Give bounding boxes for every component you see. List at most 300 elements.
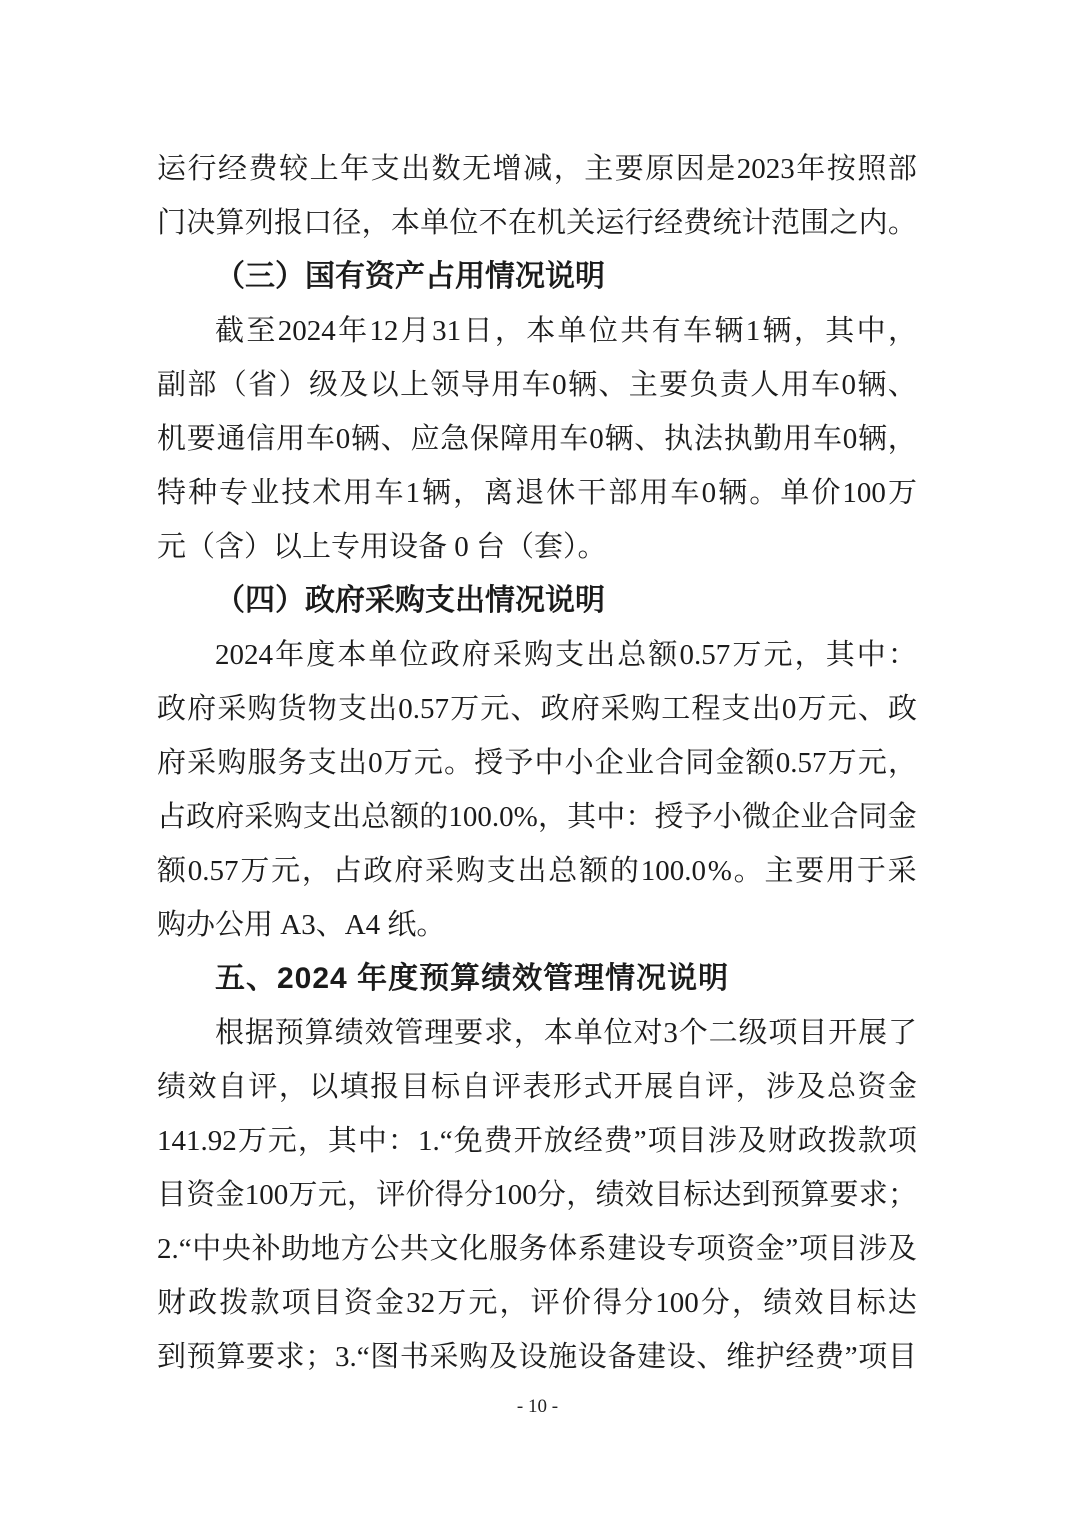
text-token: 导	[460, 369, 490, 401]
text-token: 万	[237, 1125, 267, 1157]
document-body	[157, 142, 917, 1384]
text-token: 用	[276, 423, 306, 455]
text-token: 部	[887, 153, 917, 185]
text-token: 文	[429, 1233, 459, 1265]
text-token: 负	[689, 369, 719, 401]
text-token: 目	[312, 1287, 342, 1319]
text-token: ，	[793, 315, 823, 347]
text-token: ：	[887, 639, 917, 671]
text-token: 书	[399, 1341, 429, 1373]
text-token: 要	[795, 855, 825, 887]
text-token: 设	[518, 1341, 548, 1373]
text-token: 单	[573, 1017, 603, 1049]
text-token: 护	[755, 1341, 785, 1373]
text-token: 预	[274, 1017, 304, 1049]
text-token: 及	[488, 1341, 518, 1373]
text-token: 费	[603, 1125, 633, 1157]
text-line	[157, 844, 917, 898]
text-token: 费	[483, 1125, 513, 1157]
text-token: 绩	[334, 1017, 364, 1049]
text-token: 以	[309, 1071, 339, 1103]
text-token: 中	[856, 315, 886, 347]
text-token: 0	[781, 693, 797, 725]
text-token: 本	[543, 1017, 573, 1049]
text-token: 部	[608, 477, 638, 509]
text-token: 政	[363, 855, 393, 887]
text-token: 其	[825, 639, 855, 671]
text-token: 分	[463, 1179, 493, 1211]
text-token: 经	[573, 1125, 603, 1157]
text-token: 分	[624, 1287, 654, 1319]
text-token: 上	[400, 369, 430, 401]
text-token: 府	[394, 855, 424, 887]
text-token: 资	[186, 1179, 216, 1211]
text-token: 同	[858, 801, 888, 833]
text-token: 0	[552, 369, 567, 401]
text-token: 采	[425, 855, 455, 887]
text-token: ，	[566, 1179, 596, 1211]
text-token: 达	[712, 1179, 742, 1211]
text-token: 式	[583, 1071, 613, 1103]
text-token: ”	[633, 1125, 647, 1157]
text-token: 万	[383, 747, 413, 779]
text-line: 购办公用 A3、A4 纸。	[157, 909, 446, 941]
text-token: 体	[548, 1233, 578, 1265]
text-token: ，	[732, 1287, 762, 1319]
text-token: 出	[517, 855, 547, 887]
text-token: 用	[491, 369, 521, 401]
text-token: 评	[705, 1071, 735, 1103]
text-token: 小	[564, 747, 594, 779]
text-line	[157, 196, 917, 250]
text-token: 是	[706, 153, 736, 185]
text-token: 本	[390, 207, 420, 239]
text-token: 位	[603, 1017, 633, 1049]
text-line	[157, 412, 917, 466]
text-token: 府	[157, 747, 187, 779]
text-token: 机	[537, 207, 567, 239]
text-token: 中	[192, 1233, 222, 1265]
text-token: 用	[780, 369, 810, 401]
text-token: 要	[245, 1341, 275, 1373]
text-token: 形	[552, 1071, 582, 1103]
text-token: 要	[659, 369, 689, 401]
text-token: 无	[462, 153, 492, 185]
text-token: 要	[186, 423, 216, 455]
text-line	[157, 466, 917, 520]
text-token: 车	[670, 477, 700, 509]
text-token: 级	[738, 1017, 768, 1049]
text-token: 日	[463, 315, 493, 347]
text-token: 务	[277, 747, 307, 779]
text-token: 地	[310, 1233, 340, 1265]
text-token: 展	[858, 1017, 888, 1049]
text-token: 元	[468, 1287, 498, 1319]
text-line	[157, 1222, 917, 1276]
text-token: 退	[515, 477, 545, 509]
text-line	[157, 1276, 917, 1330]
text-token: 金	[755, 1233, 785, 1265]
text-token: 特	[157, 477, 187, 509]
text-token: 企	[594, 747, 624, 779]
text-token: 增	[492, 153, 522, 185]
text-token: 车	[812, 423, 842, 455]
text-token: 项	[887, 1125, 917, 1157]
text-token: 拨	[827, 1125, 857, 1157]
text-token: 目	[825, 1287, 855, 1319]
text-token: 费	[815, 1341, 845, 1373]
text-token: 根	[215, 1017, 245, 1049]
text-token: 合	[829, 801, 859, 833]
text-token: 。	[749, 477, 779, 509]
text-line	[157, 736, 917, 790]
text-token: 计	[741, 207, 771, 239]
text-token: 经	[785, 1341, 815, 1373]
text-token: 目	[157, 1179, 187, 1211]
text-token: 行	[624, 207, 654, 239]
text-token: ”	[844, 1341, 858, 1373]
text-token: 采	[429, 1341, 459, 1373]
text-token: 效	[364, 1017, 394, 1049]
text-token: 2024	[215, 639, 273, 671]
text-token: 政	[887, 693, 917, 725]
text-token: 金	[215, 1179, 245, 1211]
text-token: 专	[666, 1233, 696, 1265]
text-token: 效	[794, 1287, 824, 1319]
text-token: 总	[826, 1071, 856, 1103]
text-token: 个	[678, 1017, 708, 1049]
text-token: 总	[548, 855, 578, 887]
text-token: 出	[368, 693, 398, 725]
text-token: 用	[343, 477, 373, 509]
text-token: 车	[305, 423, 335, 455]
text-token: 项	[281, 1287, 311, 1319]
text-token: 了	[887, 1017, 917, 1049]
text-token: 总	[617, 639, 647, 671]
text-token: 元	[267, 1125, 297, 1157]
text-token: 出	[331, 801, 361, 833]
text-token: 采	[492, 639, 522, 671]
text-token: 、	[696, 1341, 726, 1373]
text-token: 设	[637, 1233, 667, 1265]
text-token: 1	[405, 477, 420, 509]
text-token: 、	[634, 423, 664, 455]
text-token: 采	[600, 693, 630, 725]
text-token: 年	[340, 153, 370, 185]
text-token: ，	[794, 639, 824, 671]
text-token: 报	[370, 1071, 400, 1103]
text-token: 建	[637, 1341, 667, 1373]
text-token: 的	[609, 855, 639, 887]
text-token: 万	[827, 747, 857, 779]
text-token: 0.57	[775, 747, 827, 779]
text-token: 开	[828, 1017, 858, 1049]
text-token: 。	[444, 747, 474, 779]
text-token: 程	[691, 693, 721, 725]
text-token: 建	[607, 1233, 637, 1265]
text-token: 位	[399, 639, 429, 671]
text-token: 求	[484, 1017, 514, 1049]
text-token: 部	[187, 369, 217, 401]
text-token: 涉	[858, 1233, 888, 1265]
text-token: 财	[157, 1287, 187, 1319]
text-token: 3	[663, 1017, 678, 1049]
text-token: ，	[537, 801, 567, 833]
text-token: 予	[683, 801, 713, 833]
text-token: ，	[553, 153, 583, 185]
text-line	[157, 1330, 917, 1384]
text-token: 授	[474, 747, 504, 779]
text-token: 支	[370, 153, 400, 185]
text-token: 放	[543, 1125, 573, 1157]
text-token: 效	[624, 1179, 654, 1211]
text-token: 休	[546, 477, 576, 509]
text-token: 主	[628, 369, 658, 401]
text-token: 资	[726, 1233, 756, 1265]
text-token: 费	[248, 153, 278, 185]
text-token: 理	[424, 1017, 454, 1049]
text-token: 业	[624, 747, 654, 779]
text-token: 执	[723, 423, 753, 455]
text-token: 购	[247, 693, 277, 725]
text-token: 中	[856, 639, 886, 671]
text-token: 关	[566, 207, 596, 239]
text-token: 人	[750, 369, 780, 401]
text-token: 在	[507, 207, 537, 239]
text-token: 0.57	[679, 639, 731, 671]
text-token: 车	[682, 315, 712, 347]
text-token: 系	[577, 1233, 607, 1265]
text-token: 用	[529, 423, 559, 455]
text-token: 政	[430, 639, 460, 671]
text-token: 支	[337, 693, 367, 725]
text-token: 维	[726, 1341, 756, 1373]
text-line	[157, 358, 917, 412]
text-token: 政	[186, 801, 216, 833]
text-line	[157, 142, 917, 196]
text-token: 年	[796, 153, 826, 185]
text-token: 购	[455, 855, 485, 887]
text-token: 技	[281, 477, 311, 509]
text-token: 补	[251, 1233, 281, 1265]
text-token: 范	[770, 207, 800, 239]
text-token: 设	[666, 1341, 696, 1373]
text-token: 采	[187, 747, 217, 779]
text-token: 涉	[766, 1071, 796, 1103]
text-token: 求	[858, 1179, 888, 1211]
text-token: 费	[683, 207, 713, 239]
text-token: 政	[540, 693, 570, 725]
text-token: 位	[449, 207, 479, 239]
text-token: 金	[887, 801, 917, 833]
text-token: 支	[307, 747, 337, 779]
text-token: 自	[674, 1071, 704, 1103]
text-token: 要	[829, 1179, 859, 1211]
text-token: 共	[620, 315, 650, 347]
text-token: 责	[719, 369, 749, 401]
text-token: 方	[340, 1233, 370, 1265]
text-line	[157, 1168, 917, 1222]
text-token: 资	[343, 1287, 373, 1319]
text-token: 政	[797, 1125, 827, 1157]
text-token: 算	[215, 207, 245, 239]
text-line	[157, 790, 917, 844]
text-token: 车	[811, 369, 841, 401]
text-token: 行	[187, 153, 217, 185]
text-token: 种	[188, 477, 218, 509]
text-token: 12	[369, 315, 399, 347]
text-token: 绩	[157, 1071, 187, 1103]
text-token: 口	[303, 207, 333, 239]
text-token: 二	[708, 1017, 738, 1049]
text-token: 万	[732, 639, 762, 671]
text-token: 2.“	[157, 1233, 192, 1265]
text-token: 业	[800, 801, 830, 833]
text-token: 额	[648, 639, 678, 671]
text-token: 内	[858, 207, 888, 239]
text-token: 算	[304, 1017, 334, 1049]
text-token: 100	[493, 1179, 537, 1211]
text-token: 位	[588, 315, 618, 347]
text-token: 因	[675, 153, 705, 185]
text-token: 应	[410, 423, 440, 455]
text-token: 辆	[350, 423, 380, 455]
text-token: 辆	[567, 369, 597, 401]
text-token: 元	[827, 693, 857, 725]
text-line: 元（含）以上专用设备 0 台（套）。	[157, 531, 607, 563]
text-token: 按	[826, 153, 856, 185]
text-token: 开	[513, 1125, 543, 1157]
text-token: 、	[857, 693, 887, 725]
text-token: 以	[369, 369, 399, 401]
text-token: 采	[244, 801, 274, 833]
text-token: 合	[655, 747, 685, 779]
text-token: 支	[721, 693, 751, 725]
text-token: 元	[413, 747, 443, 779]
text-token: 购	[631, 693, 661, 725]
text-token: 统	[712, 207, 742, 239]
text-token: 评	[530, 1287, 560, 1319]
text-token: 标	[683, 1179, 713, 1211]
text-token: 辆	[857, 369, 887, 401]
text-token: ，	[297, 1125, 327, 1157]
text-token: 车	[559, 423, 589, 455]
text-token: 评	[491, 1071, 521, 1103]
text-token: ）	[278, 369, 308, 401]
text-token: 支	[302, 801, 332, 833]
text-token: 0.57	[398, 693, 449, 725]
text-token: 执	[664, 423, 694, 455]
text-token: 价	[405, 1179, 435, 1211]
text-token: 。	[733, 855, 763, 887]
text-token: 截	[215, 315, 245, 347]
text-token: 央	[221, 1233, 251, 1265]
text-token: 机	[157, 423, 187, 455]
text-token: 经	[218, 153, 248, 185]
text-token: 标	[856, 1287, 886, 1319]
text-line	[157, 1006, 917, 1060]
text-token: 目	[677, 1125, 707, 1157]
text-token: 微	[741, 801, 771, 833]
text-token: 离	[484, 477, 514, 509]
text-token: 资	[857, 1071, 887, 1103]
text-token: 管	[394, 1017, 424, 1049]
text-token: 中	[357, 1125, 387, 1157]
text-token: 0	[368, 747, 383, 779]
text-token: 2023	[736, 153, 795, 185]
text-token: 服	[488, 1233, 518, 1265]
text-token: 对	[633, 1017, 663, 1049]
text-token: 评	[248, 1071, 278, 1103]
text-token: 分	[700, 1287, 730, 1319]
text-token: ，	[494, 315, 524, 347]
text-token: 法	[693, 423, 723, 455]
text-token: ，	[513, 1017, 543, 1049]
text-token: 得	[592, 1287, 622, 1319]
text-token: 、	[887, 369, 917, 401]
text-token: 物	[307, 693, 337, 725]
text-token: ，	[301, 855, 331, 887]
text-token: 府	[461, 639, 491, 671]
text-token: 自	[217, 1071, 247, 1103]
text-token: 月	[400, 315, 430, 347]
text-token: ；	[887, 1179, 917, 1211]
text-token: 辆	[718, 477, 748, 509]
text-token: 的	[419, 801, 449, 833]
text-token: 采	[887, 855, 917, 887]
text-token: 目	[828, 1233, 858, 1265]
text-token: 经	[653, 207, 683, 239]
text-token: 其	[567, 801, 597, 833]
text-token: 服	[247, 747, 277, 779]
text-token: 1	[745, 315, 761, 347]
text-token: 目	[653, 1179, 683, 1211]
text-token: ，	[887, 315, 917, 347]
text-token: 运	[595, 207, 625, 239]
text-token: 径	[332, 207, 362, 239]
text-token: 采	[217, 693, 247, 725]
text-token: 列	[244, 207, 274, 239]
text-token: 购	[459, 1341, 489, 1373]
text-token: 额	[390, 801, 420, 833]
text-token: 元	[480, 693, 510, 725]
text-token: 绩	[763, 1287, 793, 1319]
text-token: 货	[277, 693, 307, 725]
text-token: 干	[577, 477, 607, 509]
text-token: 于	[856, 855, 886, 887]
text-token: （	[217, 369, 247, 401]
text-token: 拨	[219, 1287, 249, 1319]
text-token: 专	[219, 477, 249, 509]
text-token: 金	[715, 747, 745, 779]
text-token: 标	[431, 1071, 461, 1103]
text-token: 预	[186, 1341, 216, 1373]
text-token: 万	[797, 693, 827, 725]
text-token: 予	[504, 747, 534, 779]
text-token: ，	[346, 1179, 376, 1211]
text-token: 务	[518, 1233, 548, 1265]
text-token: 项	[647, 1125, 677, 1157]
text-token: 项	[798, 1233, 828, 1265]
text-token: 出	[586, 639, 616, 671]
text-token: 得	[434, 1179, 464, 1211]
text-line	[157, 304, 917, 358]
text-token: 车	[374, 477, 404, 509]
text-token: 急	[440, 423, 470, 455]
text-token: 价	[561, 1287, 591, 1319]
text-token: 。	[887, 207, 917, 239]
text-token: 通	[216, 423, 246, 455]
